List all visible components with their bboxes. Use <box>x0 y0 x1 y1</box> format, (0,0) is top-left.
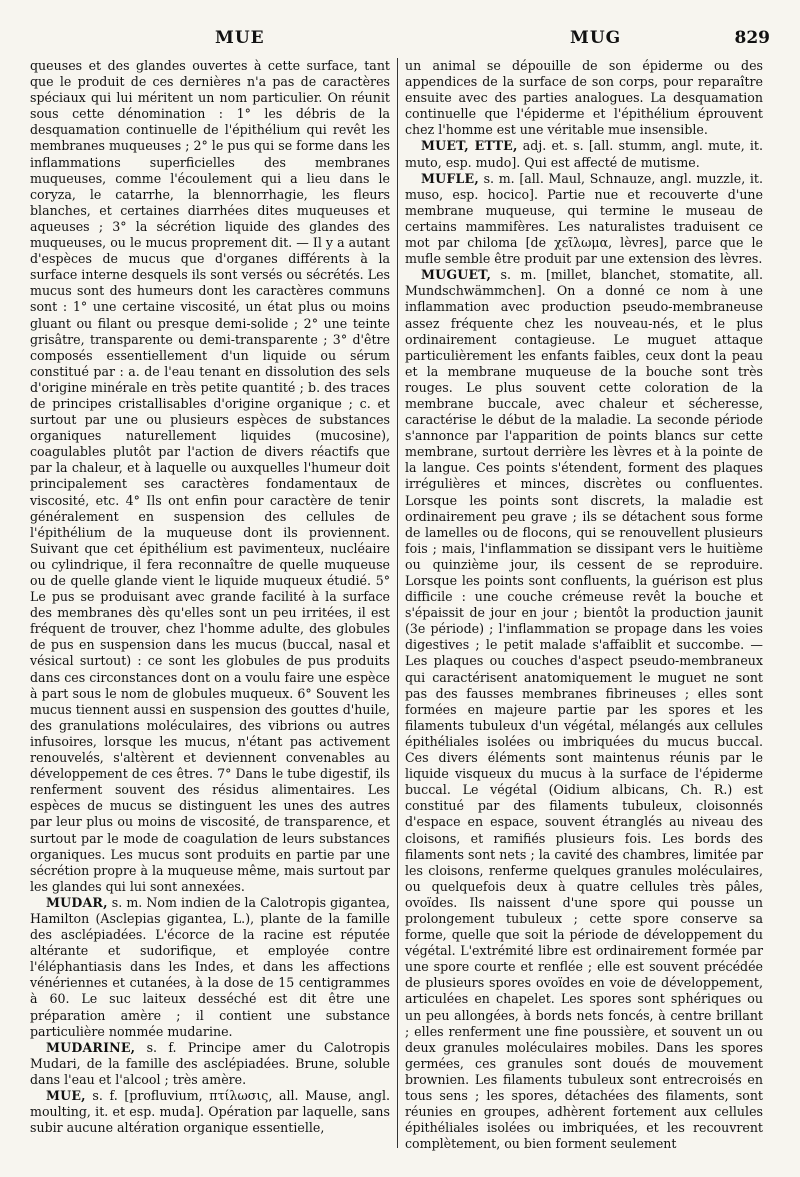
entry-mudarine <box>30 1040 390 1088</box>
running-head-right: MUG <box>570 28 622 48</box>
left-column <box>30 58 390 1136</box>
headword-mue: MUE, <box>46 1088 86 1103</box>
definition-mufle: s. m. [all. Maul, Schnauze, angl. muzzle, it. muso, esp. hocico]. Partie nue et recouverte d'une membrane muqueuse, qui termine le museau de certains mammifères. Les naturalistes traduisent ce mot par chiloma [de χεῖλωμα, lèvres], parce que le mufle semble être produit par une extension des lèvres. <box>405 170 763 267</box>
mucus-continuation: queuses et des glandes ouvertes à cette surface, tant que le produit de ces dernières n'a pas de caractères spéciaux qui lui méritent un nom particulier. On réunit sous cette dénomination : 1° les débris de la desquamation continuelle de l'épithélium qui revêt les membranes muqueuses ; 2° le pus qui se forme dans les inflammations superficielles des membranes muqueuses, comme l'écoulement qui a lieu dans le coryza, le catarrhe, la blennorrhagie, les fleurs blanches, et certaines diarrhées dites muqueuses et aqueuses ; 3° la sécrétion liquide des glandes des muqueuses, ou le mucus proprement dit. — Il y a autant d'espèces de mucus que d'organes différents à la surface interne desquels ils sont versés ou sécrétés. Les mucus sont des humeurs dont les caractères communs sont : 1° une certaine viscosité, un état plus ou moins gluant ou filant ou presque demi-solide ; 2° une teinte grisâtre, transparente ou demi-transparente ; 3° d'être composés essentiellement d'un liquide ou sérum constitué par : a. de l'eau tenant en dissolution des sels d'origine minérale en très petite quantité ; b. des traces de principes cristallisables d'origine organique ; c. et surtout par une ou plusieurs espèces de substances organiques naturellement liquides (mucosine), coagulables plutôt par l'action de divers réactifs que par la chaleur, et à laquelle ou auxquelles l'humeur doit principalement ses caractères fondamentaux de viscosité, etc. 4° Ils ont enfin pour caractère de tenir généralement en suspension des cellules de l'épithélium de la muqueuse dont ils proviennent. Suivant que cet épithélium est pavimenteux, nucléaire ou cylindrique, il fera reconnaître de quelle muqueuse ou de quelle glande vient le liquide muqueux étudié. 5° Le pus se produisant avec grande facilité à la surface des membranes dès qu'elles sont un peu irritées, il est fréquent de trouver, chez l'homme adulte, des globules de pus en suspension dans les mucus (buccal, nasal et vésical surtout) : ce sont les globules de pus produits dans ces circonstances dont on a voulu faire une espèce à part sous le nom de globules muqueux. 6° Souvent les mucus tiennent aussi en suspension des gouttes d'huile, des granulations moléculaires, des vibrions ou autres infusoires, lorsque les mucus, n'étant pas activement renouvelés, s'altèrent et deviennent convenables au développement de ces êtres. 7° Dans le tube digestif, ils renferment souvent des résidus alimentaires. Les espèces de mucus se distinguent les unes des autres par leur plus ou moins de viscosité, de transparence, et surtout par le mode de coagulation de leurs substances organiques. Les mucus sont produits en partie par une sécrétion propre à la muqueuse même, mais surtout par les glandes qui lui sont annexées. <box>30 58 390 894</box>
column-divider <box>397 58 398 1148</box>
entry-mudar <box>30 895 390 1040</box>
page-number: 829 <box>734 28 770 48</box>
headword-mufle: MUFLE, <box>421 170 479 186</box>
headword-mudar: MUDAR, <box>46 894 108 910</box>
entry-mue <box>30 1088 390 1136</box>
page-header <box>30 28 770 50</box>
mue-continuation: un animal se dépouille de son épiderme ou des appendices de la surface de son corps, pour reparaître ensuite avec des parties analogues. La desquamation continuelle que l'épiderme et l'épithélium éprouvent chez l'homme est une véritable mue insensible. <box>405 58 763 138</box>
headword-mudarine: MUDARINE, <box>46 1039 136 1055</box>
running-head-left: MUE <box>215 28 265 48</box>
definition-mudar: s. m. Nom indien de la Calotropis gigantea, Hamilton (Asclepias gigantea, L.), plante de la famille des asclépiadées. L'écorce de la racine est réputée altérante et sudorifique, et employée contre l'éléphantiasis dans les Indes, et dans les affections vénériennes et cutanées, à la dose de 15 centigrammes à 60. Le suc laiteux desséché est dit être une préparation amère ; il contient une substance particulière nommée mudarine. <box>30 894 390 1039</box>
definition-mudarine: s. f. Principe amer du Calotropis Mudari, de la famille des asclépiadées. Brune, soluble dans l'eau et l'alcool ; très amère. <box>30 1039 390 1087</box>
headword-muguet: MUGUET, <box>421 267 492 283</box>
entry-mufle <box>405 171 763 268</box>
entry-muguet <box>405 267 763 1152</box>
definition-mue: s. f. [profluvium, πτίλωσις, all. Mause, angl. moulting, it. et esp. muda]. Opération par laquelle, sans subir aucune altération organique essentielle, <box>30 1088 390 1136</box>
definition-muguet: s. m. [millet, blanchet, stomatite, all. Mundschwämmchen]. On a donné ce nom à une inflammation avec production pseudo-membraneuse assez fréquente chez les nouveau-nés, et le plus ordinairement contagieuse. Le muguet attaque particulièrement les enfants faibles, ceux dont la peau et la membrane muqueuse de la bouche sont très rouges. Le plus souvent cette coloration de la membrane buccale, avec chaleur et sécheresse, caractérise le début de la maladie. La seconde période s'annonce par l'apparition de points blancs sur cette membrane, surtout derrière les lèvres et à la pointe de la langue. Ces points s'étendent, forment des plaques irrégulières et minces, discrètes ou confluentes. Lorsque les points sont discrets, la maladie est ordinairement peu grave ; ils se détachent sous forme de lamelles ou de flocons, qui se renouvellent plusieurs fois ; mais, l'inflammation se dissipant vers le huitième ou quinzième jour, ils cessent de se reproduire. Lorsque les points sont confluents, la guérison est plus difficile : une couche crémeuse revêt la bouche et s'épaissit de jour en jour ; bientôt la production jaunit (3e période) ; l'inflammation se propage dans les voies digestives ; le petit malade s'affaiblit et succombe. — Les plaques ou couches d'aspect pseudo-membraneux qui caractérisent anatomiquement le muguet ne sont pas des fausses membranes fibrineuses ; elles sont formées en majeure partie par les spores et les filaments tubuleux d'un végétal, mélangés aux cellules épithéliales isolées ou imbriquées du mucus buccal. Ces divers éléments sont maintenus réunis par le liquide visqueux du mucus à la surface de l'épiderme buccal. Le végétal (Oidium albicans, Ch. R.) est constitué par des filaments tubuleux, cloisonnés d'espace en espace, souvent étranglés au niveau des cloisons, et ramifiés plusieurs fois. Les bords des filaments sont nets ; la cavité des chambres, limitée par les cloisons, renferme quelques granules moléculaires, ou quelquefois deux à quatre cellules très pâles, ovoïdes. Ils naissent d'une spore qui pousse un prolongement tubuleux ; cette spore conserve sa forme, quelle que soit la période de développement du végétal. L'extrémité libre est ordinairement formée par une spore courte et renflée ; elle est souvent précédée de plusieurs spores ovoïdes en voie de développement, articulées en chapelet. Les spores sont sphériques ou un peu allongées, à bords nets foncés, à centre brillant ; elles renferment une fine poussière, et souvent un ou deux granules moléculaires mobiles. Dans les spores germées, ces granules sont doués de mouvement brownien. Les filaments tubuleux sont entrecroisés en tous sens ; les spores, détachées des filaments, sont réunies en groupes, adhèrent fortement aux cellules épithéliales isolées ou imbriquées, et les recouvrent complètement, ou bien forment seulement <box>405 267 763 1152</box>
entry-muet <box>405 138 763 170</box>
definition-muet: adj. et. s. [all. stumm, angl. mute, it. muto, esp. mudo]. Qui est affecté de mutisme. <box>405 138 763 170</box>
headword-muet: MUET, ETTE, <box>421 138 518 154</box>
right-column <box>405 58 763 1152</box>
